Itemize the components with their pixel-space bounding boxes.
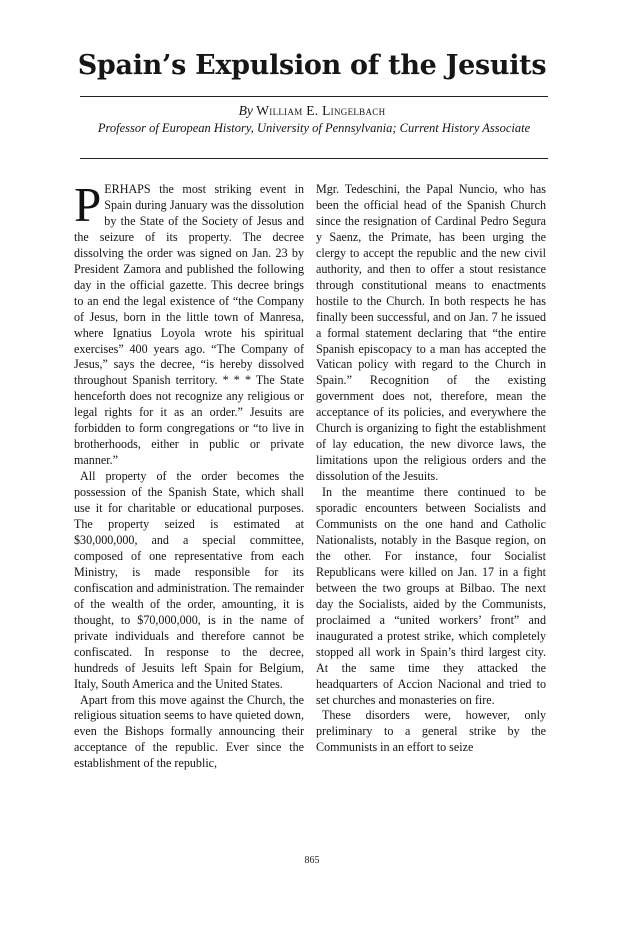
right-column [316,182,546,756]
paragraph: ERHAPS the most striking event in Spain during January was the dissolution by the State of the Society of Jesus and the seizure of its property. The decree dissolving the order was signed on Jan. 23 by President Zamora and published the following day in the official gazette. This decree brings to an end the legal existence of “the Company of Jesus, born in the little town of Manresa, where Ignatius Loyola wrote his spiritual exercises” 400 years ago. “The Company of Jesus,” says the decree, “is hereby dissolved throughout Spanish territory. * * * The State henceforth does not recognize any religious or legal rights for it as an order.” Jesuits are forbidden to form congregations or “to live in brotherhoods, either in public or private manner.” [74,182,304,468]
paragraph: Apart from this move against the Church, the religious situation seems to have quieted down, even the Bishops formally announcing their acceptance of the republic. Ever since the establishment of the republic, [74,692,304,771]
byline [0,103,624,119]
header-rule [80,158,548,159]
left-column [74,177,304,772]
paragraph: In the meantime there continued to be sporadic encounters between Socialists and Communists on the one hand and Catholic Nationalists, notably in the Basque region, on the other. For instance, four Socialist Republicans were killed on Jan. 17 in a fight between the two groups at Bilbao. The next day the Socialists, aided by the Communists, proclaimed a “united workers’ front” and inaugurated a protest strike, which completely stopped all work in Spain’s third largest city. At the same time they attacked the headquarters of Accion Nacional and tried to set churches and monasteries on fire. [316,485,546,707]
author-affiliation: Professor of European History, University of Pennsylvania; Current History Associate [97,121,531,135]
page-number: 865 [304,855,320,866]
paragraph: Mgr. Tedeschini, the Papal Nuncio, who has been the official head of the Spanish Church since the resignation of Cardinal Pedro Segura y Saenz, the Primate, has been urging the clergy to accept the republic and the new civil authority, and then to offer a stout resistance through constitutional means to enactments hostile to the Church. In both respects he has finally been successful, and on Jan. 7 he issued a formal statement declaring that “the entire Spanish episcopacy to a man has accepted the Vatican policy with regard to the Church in Spain.” Recognition of the existing government does not, therefore, mean the acceptance of its policies, and everywhere the Church is organizing to fight the establishment of lay education, the new divorce laws, the limitations upon the religious orders and the dissolution of the Jesuits. [316,182,546,484]
drop-cap: P [74,177,102,232]
author-name: William E. Lingelbach [256,103,386,118]
article-title: Spain’s Expulsion of the Jesuits [77,50,547,81]
byline-prefix: By [238,103,253,118]
paragraph: These disorders were, however, only preliminary to a general strike by the Communists in an effort to seize [316,708,546,755]
paragraph: All property of the order becomes the possession of the Spanish State, which shall use it for charitable or educational purposes. The property seized is estimated at $30,000,000, and a special committee, composed of one representative from each Ministry, is made responsible for its confiscation and administration. The remainder of the wealth of the order, amounting, it is thought, to $70,000,000, is in the name of private individuals and therefore cannot be confiscated. In response to the decree, hundreds of Jesuits left Spain for Belgium, Italy, South America and the United States. [74,469,304,691]
title-rule [80,96,548,97]
